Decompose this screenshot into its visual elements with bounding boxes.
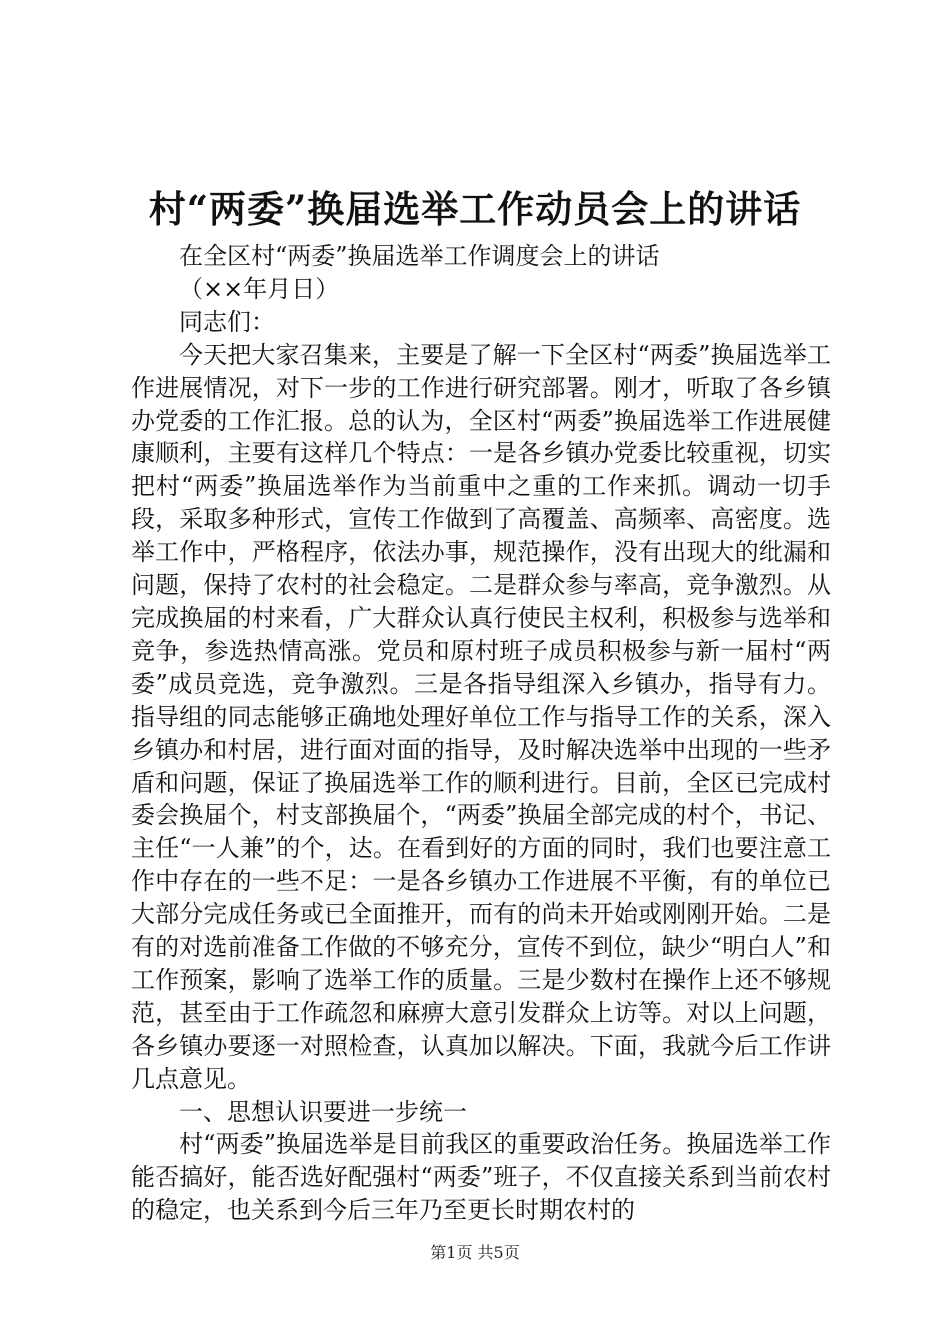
document-body xyxy=(131,240,831,1227)
paragraph-section-1: 村“两委”换届选举是目前我区的重要政治任务。换届选举工作能否搞好，能否选好配强村“两委”班子，不仅直接关系到当前农村的稳定，也关系到今后三年乃至更长时期农村的 xyxy=(131,1130,831,1225)
section-heading: 一、思想认识要进一步统一 xyxy=(179,1097,467,1126)
subtitle: 在全区村“两委”换届选举工作调度会上的讲话 xyxy=(179,242,660,270)
salutation: 同志们： xyxy=(179,307,275,336)
date-line: （××年月日） xyxy=(179,274,340,303)
page-footer: 第1页 共5页 xyxy=(430,1243,520,1262)
document-title: 村“两委”换届选举工作动员会上的讲话 xyxy=(148,187,802,231)
paragraph-intro: 今天把大家召集来，主要是了解一下全区村“两委”换届选举工作进展情况，对下一步的工作进行研究部署。刚才，听取了各乡镇办党委的工作汇报。总的认为，全区村“两委”换届选举工作进展健康顺利，主要有这样几个特点：一是各乡镇办党委比较重视，切实把村“两委”换届选举作为当前重中之重的工作来抓。调动一切手段，采取多种形式，宣传工作做到了高覆盖、高频率、高密度。选举工作中，严格程序，依法办事，规范操作，没有出现大的纰漏和问题，保持了农村的社会稳定。二是群众参与率高，竞争激烈。从完成换届的村来看，广大群众认真行使民主权利，积极参与选举和竞争，参选热情高涨。党员和原村班子成员积极参与新一届村“两委”成员竞选，竞争激烈。三是各指导组深入乡镇办，指导有力。指导组的同志能够正确地处理好单位工作与指导工作的关系，深入乡镇办和村居，进行面对面的指导，及时解决选举中出现的一些矛盾和问题，保证了换届选举工作的顺利进行。目前，全区已完成村委会换届个，村支部换届个，“两委”换届全部完成的村个，书记、主任“一人兼”的个，达。在看到好的方面的同时，我们也要注意工作中存在的一些不足：一是各乡镇办工作进展不平衡，有的单位已大部分完成任务或已全面推开，而有的尚未开始或刚刚开始。二是有的对选前准备工作做的不够充分，宣传不到位，缺少“明白人”和工作预案，影响了选举工作的质量。三是少数村在操作上还不够规范，甚至由于工作疏忽和麻痹大意引发群众上访等。对以上问题，各乡镇办要逐一对照检查，认真加以解决。下面，我就今后工作讲几点意见。 xyxy=(131,340,831,1093)
